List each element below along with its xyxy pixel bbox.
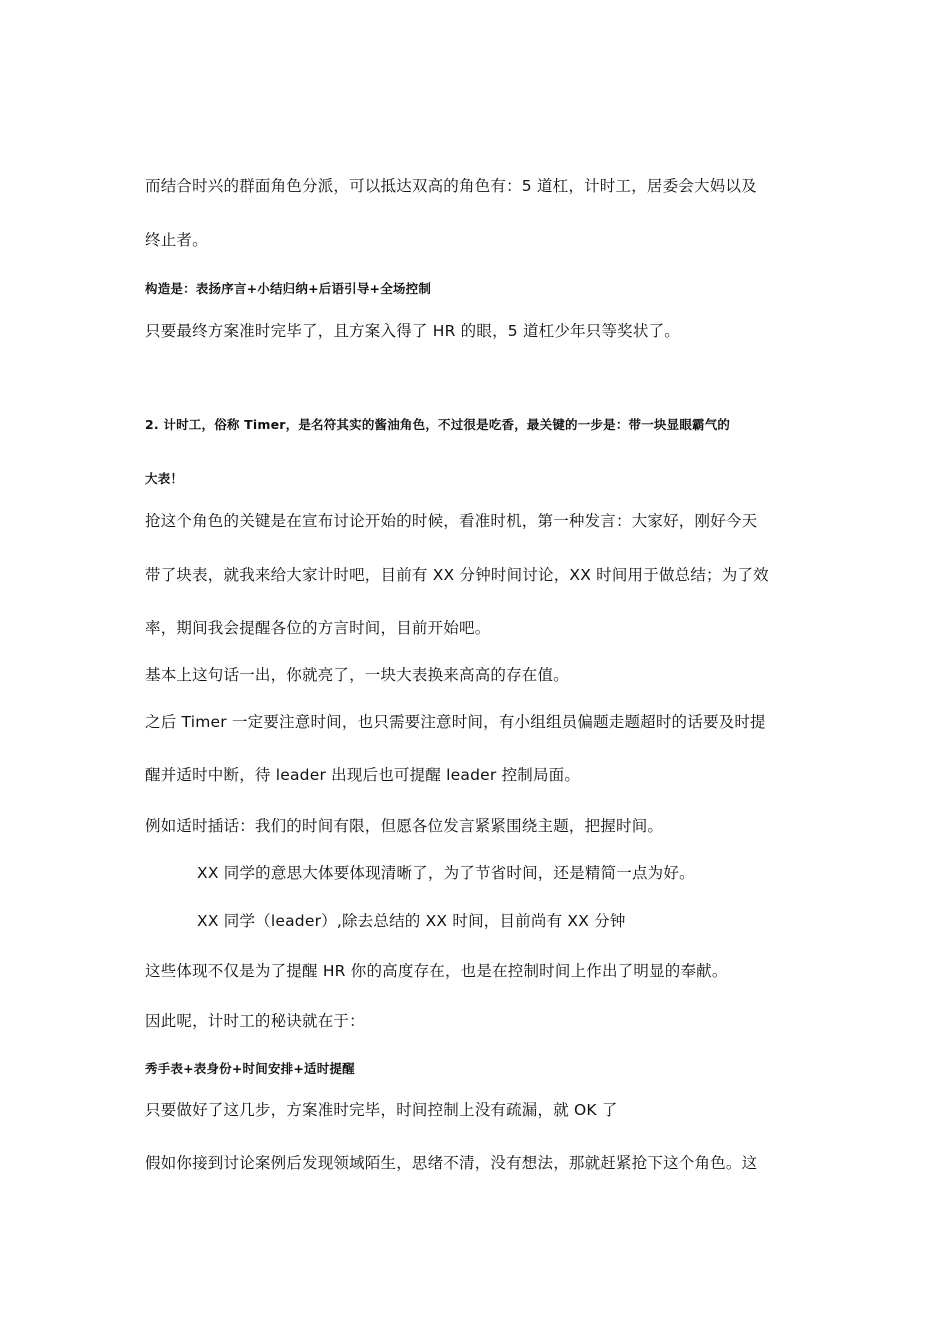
- paragraph-line: 基本上这句话一出，你就亮了，一块大表换来高高的存在值。: [145, 666, 569, 684]
- paragraph-line: 终止者。: [145, 231, 208, 249]
- indented-example-line: XX 同学的意思大体要体现清晰了，为了节省时间，还是精简一点为好。: [197, 864, 695, 882]
- paragraph-line: 之后 Timer 一定要注意时间，也只需要注意时间，有小组组员偏题走题超时的话要及时提: [145, 713, 766, 731]
- indented-example-line: XX 同学（leader）,除去总结的 XX 时间，目前尚有 XX 分钟: [197, 912, 626, 930]
- paragraph-line: 只要最终方案准时完毕了，且方案入得了 HR 的眼，5 道杠少年只等奖状了。: [145, 322, 680, 340]
- paragraph-line: 抢这个角色的关键是在宣布讨论开始的时候，看准时机，第一种发言：大家好，刚好今天: [145, 512, 758, 530]
- paragraph-line: 带了块表，就我来给大家计时吧，目前有 XX 分钟时间讨论，XX 时间用于做总结；为了效: [145, 566, 769, 584]
- bold-heading: 秀手表+表身份+时间安排+适时提醒: [145, 1061, 355, 1076]
- paragraph-line: 只要做好了这几步，方案准时完毕，时间控制上没有疏漏，就 OK 了: [145, 1101, 618, 1119]
- numbered-heading-continued: 大表！: [145, 471, 184, 486]
- paragraph-line: 因此呢，计时工的秘诀就在于：: [145, 1012, 365, 1030]
- paragraph-line: 这些体现不仅是为了提醒 HR 你的高度存在，也是在控制时间上作出了明显的奉献。: [145, 962, 728, 980]
- paragraph-line: 醒并适时中断，待 leader 出现后也可提醒 leader 控制局面。: [145, 766, 581, 784]
- paragraph-line: 率，期间我会提醒各位的方言时间，目前开始吧。: [145, 619, 491, 637]
- paragraph-line: 而结合时兴的群面角色分派，可以抵达双高的角色有：5 道杠，计时工，居委会大妈以及: [145, 177, 757, 195]
- paragraph-line: 例如适时插话：我们的时间有限，但愿各位发言紧紧围绕主题，把握时间。: [145, 817, 664, 835]
- bold-heading: 构造是：表扬序言+小结归纳+后语引导+全场控制: [145, 281, 432, 296]
- numbered-heading: 2. 计时工，俗称 Timer，是名符其实的酱油角色，不过很是吃香，最关键的一步是：带一块显眼霸气的: [145, 417, 731, 432]
- paragraph-line: 假如你接到讨论案例后发现领域陌生，思绪不清，没有想法，那就赶紧抢下这个角色。这: [145, 1154, 758, 1172]
